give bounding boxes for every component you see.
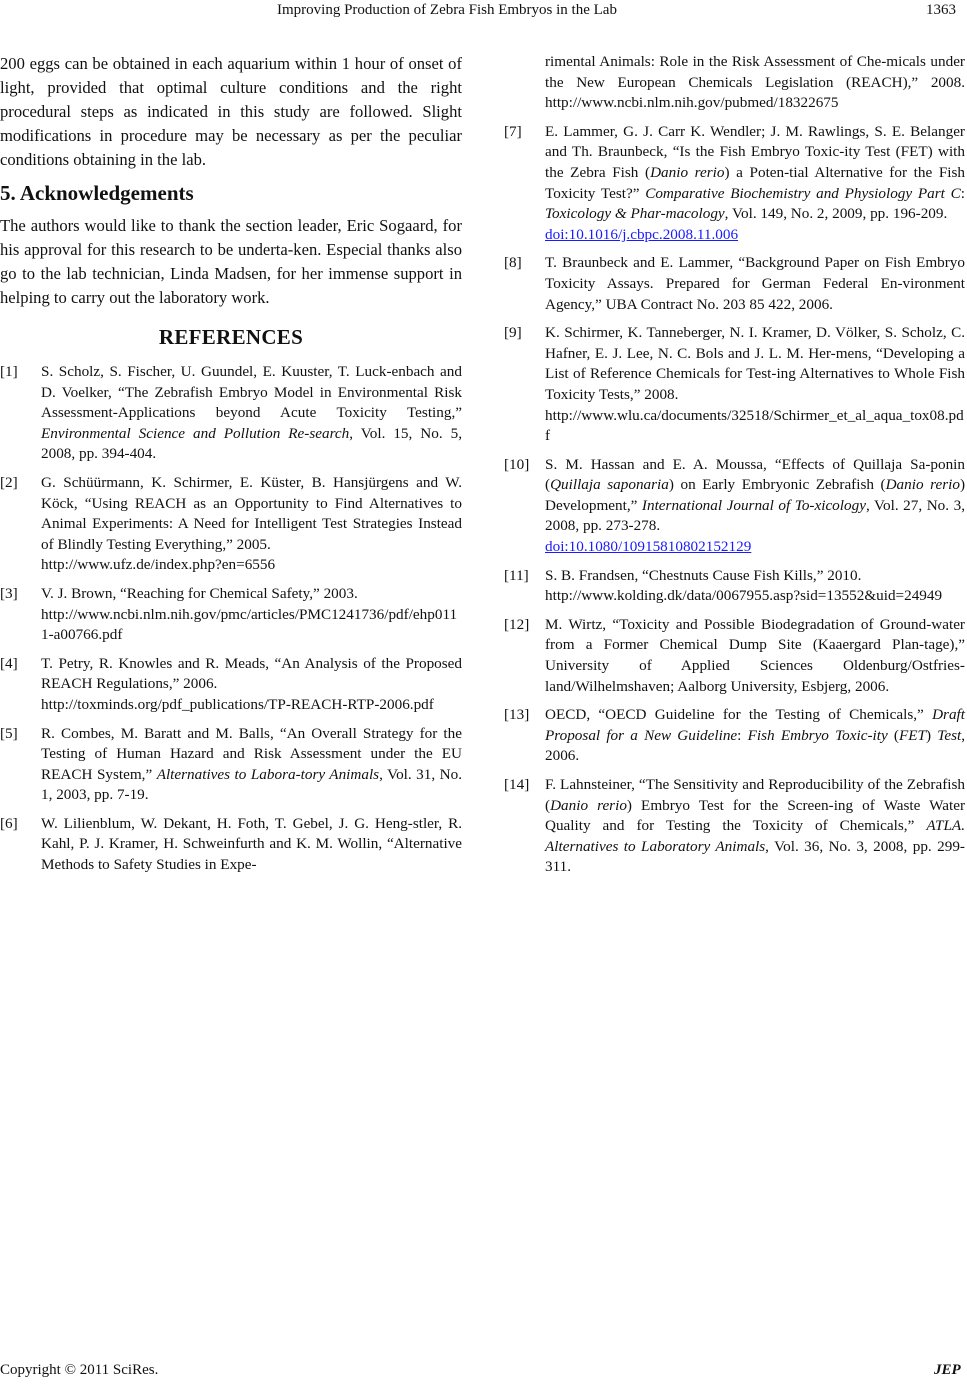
reference-text: : — [737, 726, 748, 744]
reference-text: V. J. Brown, “Reaching for Chemical Safety,” 2003. — [41, 584, 358, 602]
acknowledgements-paragraph: The authors would like to thank the section leader, Eric Sogaard, for his approval for this research to be underta-ken. Especial thanks also go to the lab technician, Linda Madsen, for her immense support in helping to carry out the laboratory work. — [0, 216, 462, 307]
reference-number: [8] — [504, 254, 522, 272]
reference-url-link[interactable]: http://www.ncbi.nlm.nih.gov/pubmed/18322675 — [545, 94, 839, 112]
reference-text: ) Development,” — [545, 476, 966, 514]
reference-journal: Alternatives to Labora-tory Animals — [156, 765, 380, 783]
reference-url-link[interactable]: http://www.ufz.de/index.php?en=6556 — [41, 556, 276, 574]
reference-url-link[interactable]: http://toxminds.org/pdf_publications/TP-REACH-RTP-2006.pdf — [41, 695, 434, 713]
reference-url-link[interactable]: http://www.ncbi.nlm.nih.gov/pmc/articles/PMC1241736/pdf/ehp0111-a00766.pdf — [41, 605, 458, 644]
reference-details: , Vol. 15, No. 5, 2008, pp. 394-404. — [41, 424, 463, 463]
doi-link[interactable]: doi:10.1016/j.cbpc.2008.11.006 — [545, 225, 739, 243]
reference-number: [7] — [504, 122, 522, 140]
reference-number: [9] — [504, 324, 522, 342]
journal-abbreviation: JEP — [934, 1362, 961, 1378]
reference-item-7 — [504, 122, 965, 246]
doi-link[interactable]: doi:10.1080/10915810802152129 — [545, 538, 752, 556]
reference-text: W. Lilienblum, W. Dekant, H. Foth, T. Gebel, J. G. Heng-stler, R. Kahl, P. J. Kramer, H. Schweinfurth and K. M. Wollin, “Alternative Methods to Safety Studies in Expe- — [41, 814, 462, 874]
reference-text: , Vol. 149, No. 2, 2009, pp. 196-209. — [724, 205, 948, 223]
reference-text: K. Schirmer, K. Tanneberger, N. I. Kramer, D. Völker, S. Scholz, C. Hafner, E. J. Lee, N. C. Bols and J. L. M. Her-mens, “Developing a List of Reference Chemicals for Test-ing Alternatives to Whole Fish Toxicity Tests,” 2008. — [545, 324, 965, 403]
reference-text: ) — [926, 726, 938, 744]
reference-url-link[interactable]: http://www.wlu.ca/documents/32518/Schirmer_et_al_aqua_tox08.pdf — [545, 406, 964, 445]
reference-item-10 — [504, 455, 965, 558]
reference-number: [13] — [504, 706, 530, 724]
reference-item-12 — [504, 615, 965, 697]
reference-italic-text: FET — [898, 726, 926, 744]
references-heading: REFERENCES — [158, 325, 304, 349]
reference-text: M. Wirtz, “Toxicity and Possible Biodegradation of Ground-water from a Former Chemical Dump Site (Kaaergard Plan-tage),” University of Applied Sciences Oldenburg/Ostfries-land/Wilhelmshaven; Aalborg University, Esbjerg, 2006. — [545, 615, 965, 695]
reference-text: S. Scholz, S. Fischer, U. Guundel, E. Kuuster, T. Luck-enbach and D. Voelker, “The Zebrafish Embryo Model in Environmental Risk Assessment-Applications beyond Acute Toxicity Testing,” — [41, 363, 462, 422]
right-column — [504, 52, 965, 886]
reference-item-6-continued — [504, 52, 965, 114]
reference-text: R. Combes, M. Baratt and M. Balls, “An Overall Strategy for the Testing of Human Hazard and Risk Assessment under the EU REACH System,” — [41, 724, 462, 783]
page-header — [0, 0, 967, 24]
reference-number: [10] — [504, 455, 530, 473]
reference-item-8 — [504, 253, 965, 315]
reference-text: E. Lammer, G. J. Carr K. Wendler; J. M. Rawlings, S. E. Belanger and Th. Braunbeck, “Is the Fish Embryo Toxic-ity Test (FET) with the Zebra Fish ( — [545, 122, 965, 181]
reference-text: ) a Poten-tial Alternative for the Fish Toxicity Test?” — [545, 163, 965, 202]
reference-details: , Vol. 31, No. 1, 2003, pp. 7-19. — [41, 765, 462, 804]
reference-number: [1] — [0, 363, 18, 380]
reference-item-4 — [0, 654, 462, 716]
reference-text: S. M. Hassan and E. A. Moussa, “Effects of Quillaja Sa-ponin ( — [545, 455, 965, 494]
reference-italic-text: Test — [937, 726, 962, 744]
reference-italic-text: Comparative Biochemistry and Physiology Part C — [645, 184, 961, 202]
reference-italic-text: Danio rerio — [885, 476, 960, 494]
reference-item-9 — [504, 323, 965, 447]
reference-item-11 — [504, 566, 965, 607]
reference-italic-text: Draft Proposal for a New Guideline — [545, 706, 965, 744]
reference-number: [6] — [0, 814, 18, 832]
reference-item-5 — [0, 724, 462, 806]
reference-number: [4] — [0, 654, 18, 672]
reference-number: [5] — [0, 724, 18, 742]
page-number: 1363 — [926, 2, 956, 18]
running-title: Improving Production of Zebra Fish Embryos in the Lab — [277, 2, 617, 18]
reference-text: ( — [887, 726, 899, 744]
reference-number: [11] — [504, 566, 529, 584]
reference-text: , Vol. 27, No. 3, 2008, pp. 273-278. — [545, 496, 966, 535]
reference-text: , Vol. 36, No. 3, 2008, pp. 299-311. — [545, 837, 965, 876]
reference-text: T. Petry, R. Knowles and R. Meads, “An Analysis of the Proposed REACH Regulations,” 2006. — [41, 654, 462, 693]
reference-item-2 — [0, 473, 462, 576]
reference-italic-text: Toxicology & Phar-macology — [545, 205, 725, 223]
reference-text: ) on Early Embryonic Zebrafish ( — [668, 476, 886, 494]
reference-number: [12] — [504, 615, 530, 633]
reference-text: rimental Animals: Role in the Risk Assessment of Che-micals under the New European Chemicals Legislation (REACH),” 2008. — [545, 53, 965, 91]
reference-text: : — [960, 184, 965, 202]
reference-italic-text: ATLA. Alternatives to Laboratory Animals — [545, 817, 965, 855]
reference-text: F. Lahnsteiner, “The Sensitivity and Reproducibility of the Zebrafish ( — [545, 776, 965, 814]
copyright-notice: Copyright © 2011 SciRes. — [0, 1362, 159, 1378]
reference-text: G. Schüürmann, K. Schirmer, E. Küster, B. Hansjürgens and W. Köck, “Using REACH as an Opportunity to Find Alternatives to Animal Experiments: A Need for Intelligent Test Strategies Instead of Blindly Testing Everything,” 2005. — [41, 473, 462, 553]
reference-item-6 — [0, 814, 462, 876]
intro-paragraph: 200 eggs can be obtained in each aquarium within 1 hour of onset of light, provided that optimal culture conditions and the right procedural steps as indicated in this study are followed. Slight modifications in procedure may be necessary as per the peculiar conditions obtaining in the lab. — [0, 54, 462, 169]
reference-italic-text: Quillaja saponaria — [550, 476, 669, 494]
reference-italic-text: Danio rerio — [550, 796, 627, 814]
reference-item-3 — [0, 584, 462, 646]
reference-url-link[interactable]: http://www.kolding.dk/data/0067955.asp?sid=13552&uid=24949 — [545, 587, 943, 605]
left-column — [0, 52, 462, 884]
reference-text: ) Embryo Test for the Screen-ing of Waste Water Quality and for Testing the Toxicity of Chemicals,” — [545, 796, 966, 835]
reference-number: [2] — [0, 473, 18, 491]
reference-item-13 — [504, 705, 965, 767]
reference-text: , 2006. — [545, 726, 966, 765]
reference-text: T. Braunbeck and E. Lammer, “Background Paper on Fish Embryo Toxicity Assays. Prepared for German Federal En-vironment Agency,” UBA Contract No. 203 85 422, 2006. — [545, 254, 965, 313]
reference-number: [14] — [504, 776, 530, 793]
reference-italic-text: Fish Embryo Toxic-ity — [747, 726, 888, 744]
reference-item-14 — [504, 775, 965, 878]
section-heading-acknowledgements: 5. Acknowledgements — [0, 181, 194, 205]
reference-text: S. B. Frandsen, “Chestnuts Cause Fish Kills,” 2010. — [545, 566, 862, 584]
reference-italic-text: International Journal of To-xicology — [641, 496, 866, 514]
reference-text: OECD, “OECD Guideline for the Testing of Chemicals,” — [545, 706, 933, 724]
reference-item-1 — [0, 362, 462, 465]
reference-number: [3] — [0, 584, 18, 602]
reference-journal: Environmental Science and Pollution Re-search — [41, 424, 350, 442]
reference-italic-text: Danio rerio — [650, 163, 725, 181]
reference-list-right — [504, 122, 965, 878]
